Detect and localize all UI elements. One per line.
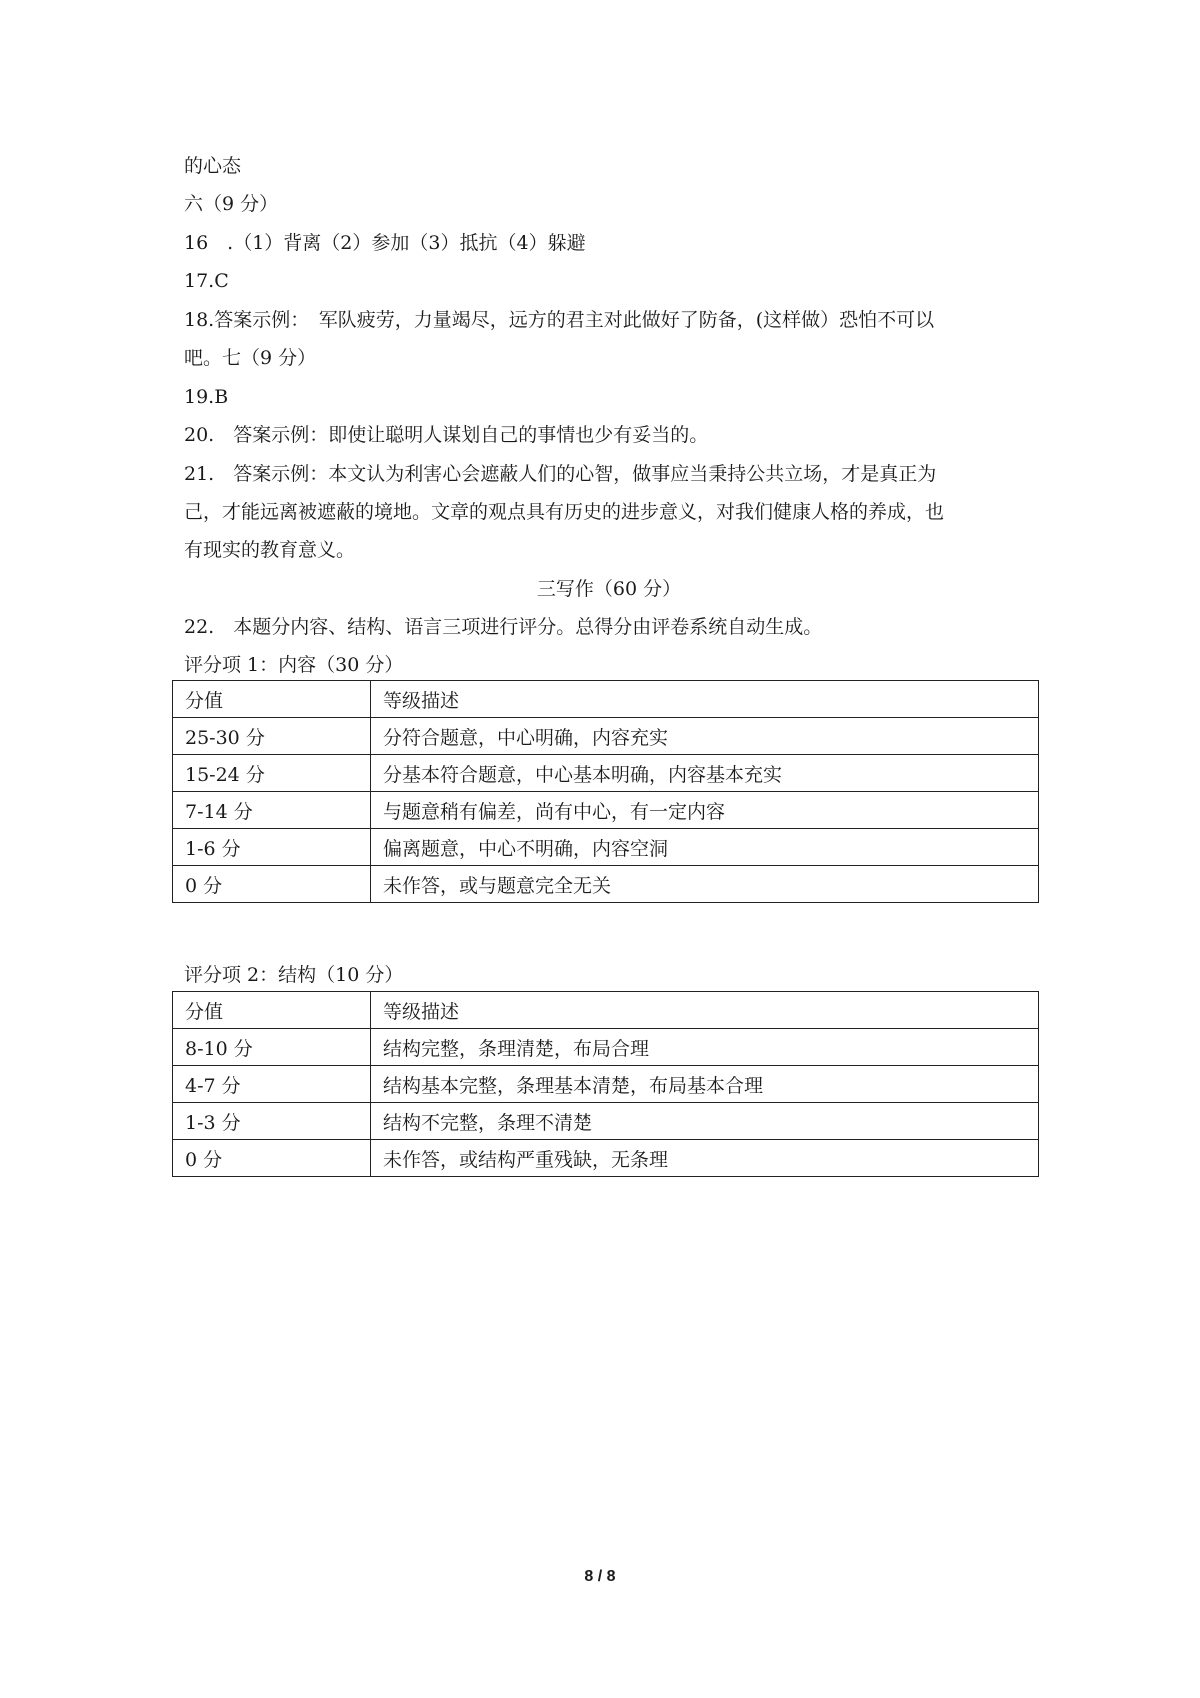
answer-21-line3: 有现实的教育意义。 <box>184 539 356 561</box>
table-header-cell: 分值 <box>173 992 371 1029</box>
table-row <box>173 1103 1039 1140</box>
table-cell-description: 结构完整，条理清楚，布局合理 <box>371 1029 1039 1066</box>
text-line: 的心态 <box>184 155 242 177</box>
answer-19: 19.B <box>184 386 229 408</box>
answer-18-line1: 18.答案示例： 军队疲劳，力量竭尽，远方的君主对此做好了防备，(这样做）恐怕不可以 <box>184 309 935 331</box>
table-cell-description: 与题意稍有偏差，尚有中心，有一定内容 <box>371 792 1039 829</box>
page-number: 8 / 8 <box>584 1568 616 1585</box>
table-cell-score: 8-10 分 <box>173 1029 371 1066</box>
table-cell-description: 分符合题意，中心明确，内容充实 <box>371 718 1039 755</box>
table-cell-description: 未作答，或结构严重残缺，无条理 <box>371 1140 1039 1177</box>
table-cell-score: 7-14 分 <box>173 792 371 829</box>
table-row <box>173 866 1039 903</box>
table-header-row <box>173 992 1039 1029</box>
table-cell-description: 结构基本完整，条理基本清楚，布局基本合理 <box>371 1066 1039 1103</box>
table-row <box>173 755 1039 792</box>
table-cell-score: 4-7 分 <box>173 1066 371 1103</box>
answer-21-line1: 21. 答案示例：本文认为利害心会遮蔽人们的心智，做事应当秉持公共立场，才是真正为 <box>184 463 937 485</box>
answer-17: 17.C <box>184 270 229 292</box>
table-row <box>173 1029 1039 1066</box>
table-cell-score: 0 分 <box>173 866 371 903</box>
table-row <box>173 718 1039 755</box>
section-title: 三写作（60 分） <box>536 578 682 600</box>
table-cell-score: 0 分 <box>173 1140 371 1177</box>
table2-caption: 评分项 2：结构（10 分） <box>184 964 404 986</box>
section-heading-six: 六（9 分） <box>184 193 279 215</box>
answer-16: 16 .（1）背离（2）参加（3）抵抗（4）躲避 <box>184 232 586 254</box>
table-cell-score: 1-6 分 <box>173 829 371 866</box>
table1-caption: 评分项 1：内容（30 分） <box>184 654 404 676</box>
answer-21-line2: 己，才能远离被遮蔽的境地。文章的观点具有历史的进步意义，对我们健康人格的养成，也 <box>184 501 945 523</box>
table-cell-score: 25-30 分 <box>173 718 371 755</box>
table-cell-description: 分基本符合题意，中心基本明确，内容基本充实 <box>371 755 1039 792</box>
table-header-cell: 等级描述 <box>371 992 1039 1029</box>
table-header-cell: 分值 <box>173 681 371 718</box>
table-cell-score: 15-24 分 <box>173 755 371 792</box>
table-row <box>173 1140 1039 1177</box>
table-header-row <box>173 681 1039 718</box>
answer-20: 20. 答案示例：即使让聪明人谋划自己的事情也少有妥当的。 <box>184 424 709 446</box>
answer-22: 22. 本题分内容、结构、语言三项进行评分。总得分由评卷系统自动生成。 <box>184 616 823 638</box>
table-cell-description: 结构不完整，条理不清楚 <box>371 1103 1039 1140</box>
table-cell-description: 偏离题意，中心不明确，内容空洞 <box>371 829 1039 866</box>
answer-18-line2: 吧。七（9 分） <box>184 347 317 369</box>
table-row <box>173 792 1039 829</box>
grading-table-structure <box>172 991 1039 1177</box>
table-row <box>173 829 1039 866</box>
table-row <box>173 1066 1039 1103</box>
table-header-cell: 等级描述 <box>371 681 1039 718</box>
grading-table-content <box>172 680 1039 903</box>
table-cell-description: 未作答，或与题意完全无关 <box>371 866 1039 903</box>
table-cell-score: 1-3 分 <box>173 1103 371 1140</box>
